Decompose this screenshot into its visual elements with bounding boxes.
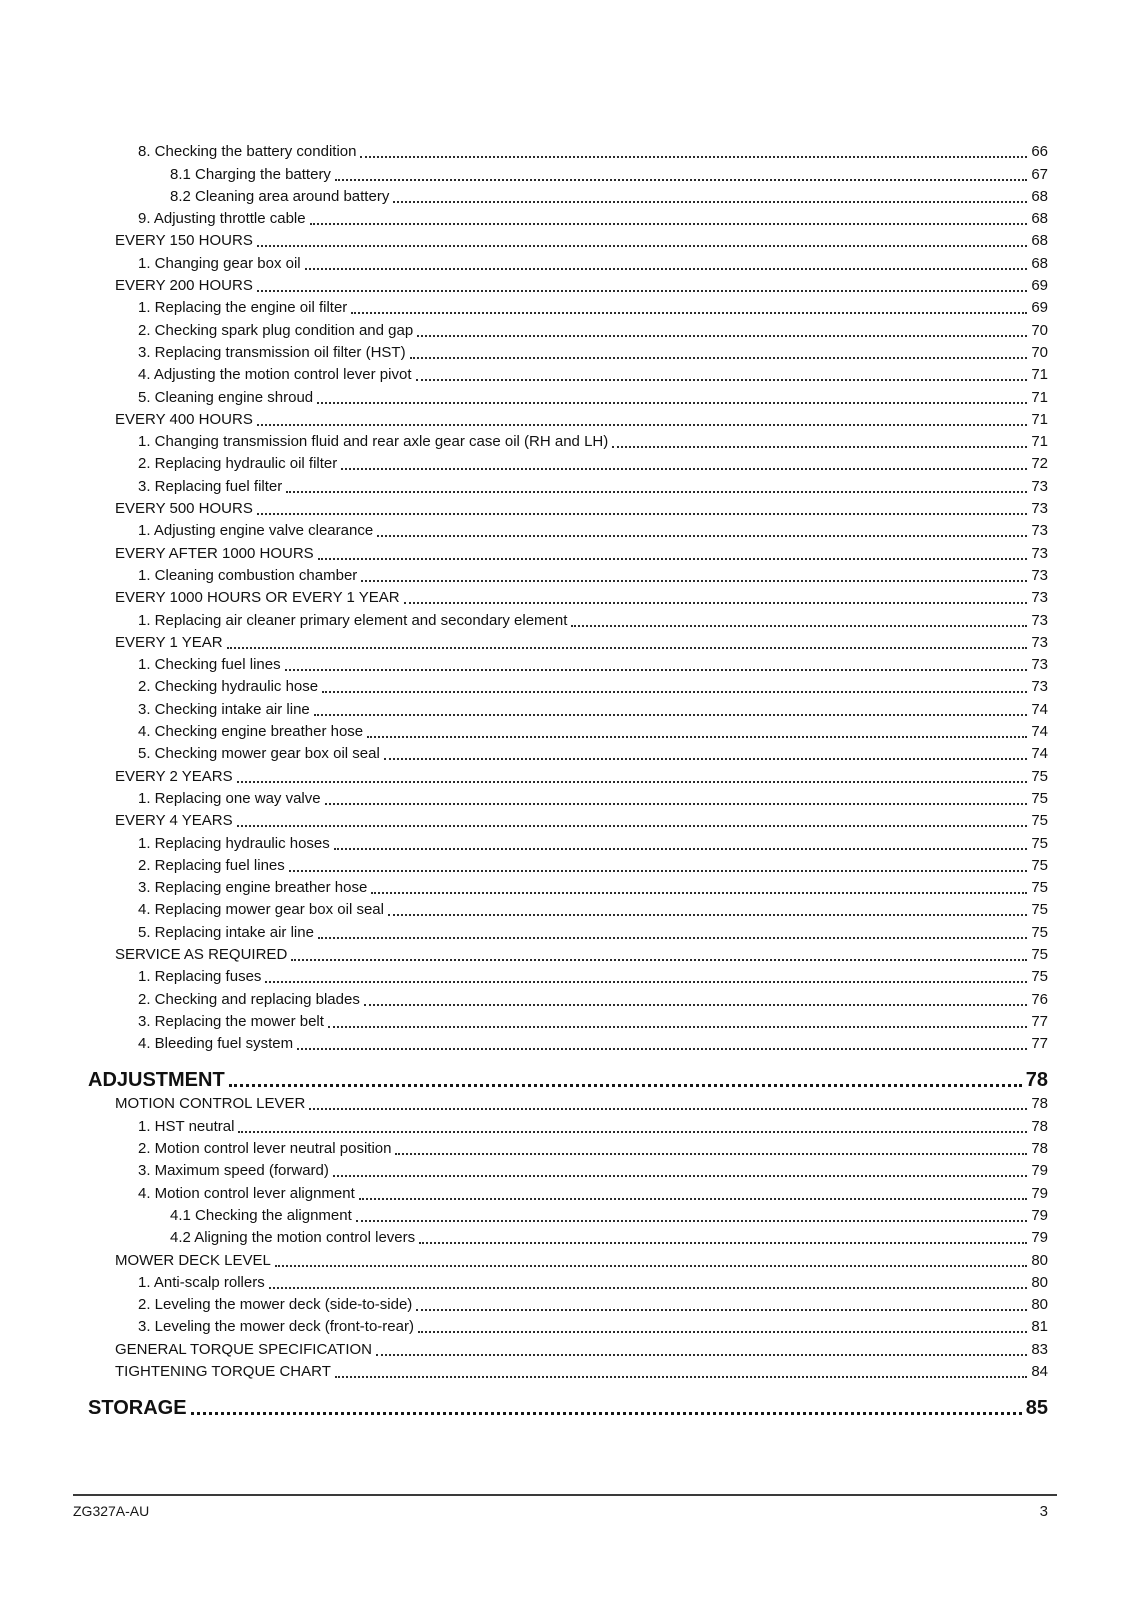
- dot-leader: [571, 625, 1027, 627]
- toc-entry-page: 75: [1031, 812, 1048, 830]
- toc-entry-label: 1. Changing transmission fluid and rear axle gear case oil (RH and LH): [138, 433, 609, 451]
- dot-leader: [229, 1084, 1022, 1087]
- toc-entry: [88, 608, 1048, 630]
- toc-entry-label: 5. Checking mower gear box oil seal: [138, 745, 380, 763]
- toc-entry-label: GENERAL TORQUE SPECIFICATION: [115, 1340, 372, 1358]
- toc-entry-label: EVERY 4 YEARS: [115, 812, 233, 830]
- dot-leader: [351, 312, 1027, 314]
- toc-entry: [88, 720, 1048, 742]
- dot-leader: [376, 1354, 1027, 1356]
- toc-entry: [88, 274, 1048, 296]
- dot-leader: [384, 758, 1028, 760]
- toc-entry-label: 4.2 Aligning the motion control levers: [170, 1229, 416, 1247]
- toc-entry: [88, 452, 1048, 474]
- toc-entry-label: 4. Motion control lever alignment: [138, 1184, 355, 1202]
- toc-entry-label: 4.1 Checking the alignment: [170, 1206, 352, 1224]
- toc-entry-page: 68: [1031, 254, 1048, 272]
- footer-divider: [73, 1494, 1057, 1496]
- toc-entry-label: 1. Changing gear box oil: [138, 254, 301, 272]
- toc-entry-page: 71: [1031, 433, 1048, 451]
- dot-leader: [285, 669, 1028, 671]
- toc-entry: [88, 631, 1048, 653]
- toc-entry-page: 71: [1031, 366, 1048, 384]
- toc-entry-label: EVERY 1 YEAR: [115, 633, 223, 651]
- dot-leader: [325, 803, 1028, 805]
- toc-entry: [88, 408, 1048, 430]
- toc-entry: [88, 1293, 1048, 1315]
- toc-entry-label: 5. Cleaning engine shroud: [138, 388, 314, 406]
- dot-leader: [275, 1265, 1027, 1267]
- toc-entry-label: 4. Replacing mower gear box oil seal: [138, 901, 384, 919]
- toc-entry: [88, 854, 1048, 876]
- toc-entry-label: 3. Leveling the mower deck (front-to-rear): [138, 1318, 414, 1336]
- toc-entry: [88, 898, 1048, 920]
- toc-entry-page: 68: [1031, 232, 1048, 250]
- dot-leader: [286, 491, 1027, 493]
- dot-leader: [314, 714, 1028, 716]
- toc-entry-page: 75: [1031, 923, 1048, 941]
- toc-entry-page: 68: [1031, 187, 1048, 205]
- toc-entry-label: 1. Replacing the engine oil filter: [138, 299, 348, 317]
- dot-leader: [227, 647, 1028, 649]
- toc-entry: [88, 185, 1048, 207]
- toc-entry-page: 78: [1031, 1140, 1048, 1158]
- toc-entry-label: 4. Adjusting the motion control lever pivot: [138, 366, 412, 384]
- toc-entry: [88, 162, 1048, 184]
- toc-entry-page: 67: [1031, 165, 1048, 183]
- toc-entry-label: 3. Replacing engine breather hose: [138, 879, 368, 897]
- dot-leader: [289, 870, 1028, 872]
- dot-leader: [257, 290, 1027, 292]
- toc-entry: [88, 809, 1048, 831]
- toc-entry-label: 2. Checking hydraulic hose: [138, 678, 319, 696]
- toc-entry-page: 71: [1031, 388, 1048, 406]
- dot-leader: [191, 1412, 1022, 1415]
- toc-entry-label: EVERY 500 HOURS: [115, 500, 253, 518]
- toc-entry-page: 74: [1031, 700, 1048, 718]
- toc-entry-page: 71: [1031, 410, 1048, 428]
- toc-entry-label: 2. Motion control lever neutral position: [138, 1140, 392, 1158]
- dot-leader: [318, 558, 1028, 560]
- dot-leader: [367, 736, 1027, 738]
- toc-entry-page: 80: [1031, 1296, 1048, 1314]
- dot-leader: [364, 1004, 1027, 1006]
- toc-entry-page: 73: [1031, 500, 1048, 518]
- toc-entry: [88, 341, 1048, 363]
- dot-leader: [238, 1131, 1027, 1133]
- toc-entry: [88, 675, 1048, 697]
- toc-entry-page: 77: [1031, 1012, 1048, 1030]
- toc-entry-label: MOTION CONTROL LEVER: [115, 1095, 306, 1113]
- toc-entry: [88, 497, 1048, 519]
- toc-entry-label: 1. Replacing air cleaner primary element and secondary element: [138, 611, 568, 629]
- toc-entry-page: 85: [1025, 1397, 1048, 1420]
- toc-entry-label: 3. Maximum speed (forward): [138, 1162, 329, 1180]
- dot-leader: [335, 1376, 1027, 1378]
- toc-entry: [88, 1092, 1048, 1114]
- dot-leader: [318, 937, 1027, 939]
- toc-entry-label: 2. Replacing fuel lines: [138, 856, 285, 874]
- dot-leader: [341, 468, 1027, 470]
- toc-entry: [88, 318, 1048, 340]
- toc-entry-page: 74: [1031, 745, 1048, 763]
- dot-leader: [416, 379, 1028, 381]
- toc-entry-label: 1. Anti-scalp rollers: [138, 1273, 265, 1291]
- toc-entry-label: 1. Replacing fuses: [138, 968, 262, 986]
- toc-entry-page: 72: [1031, 455, 1048, 473]
- toc-entry: [88, 1271, 1048, 1293]
- dot-leader: [309, 1108, 1027, 1110]
- dot-leader: [305, 268, 1028, 270]
- toc-entry-label: EVERY 150 HOURS: [115, 232, 253, 250]
- toc-entry-label: 9. Adjusting throttle cable: [138, 210, 306, 228]
- toc-entry: [88, 1137, 1048, 1159]
- toc-entry: [88, 764, 1048, 786]
- dot-leader: [334, 848, 1028, 850]
- toc-entry: [88, 1159, 1048, 1181]
- toc-entry-page: 75: [1031, 968, 1048, 986]
- toc-entry-page: 75: [1031, 879, 1048, 897]
- dot-leader: [417, 335, 1027, 337]
- toc-entry: [88, 541, 1048, 563]
- toc-entry-label: MOWER DECK LEVEL: [115, 1251, 271, 1269]
- dot-leader: [612, 446, 1027, 448]
- dot-leader: [359, 1198, 1028, 1200]
- toc-entry: [88, 653, 1048, 675]
- toc-entry-label: 2. Checking spark plug condition and gap: [138, 321, 414, 339]
- toc-entry: [88, 987, 1048, 1009]
- toc-entry: [88, 1315, 1048, 1337]
- dot-leader: [360, 156, 1027, 158]
- toc-entry: [88, 965, 1048, 987]
- toc-entry: [88, 519, 1048, 541]
- dot-leader: [335, 179, 1027, 181]
- dot-leader: [317, 402, 1027, 404]
- toc-entry-label: 8.2 Cleaning area around battery: [170, 187, 390, 205]
- toc-entry-page: 83: [1031, 1340, 1048, 1358]
- toc-entry: [88, 474, 1048, 496]
- toc-entry-page: 79: [1031, 1162, 1048, 1180]
- toc-entry-label: 4. Checking engine breather hose: [138, 723, 364, 741]
- toc-entry-page: 78: [1025, 1069, 1048, 1092]
- dot-leader: [377, 535, 1027, 537]
- toc-entry: [88, 251, 1048, 273]
- dot-leader: [297, 1048, 1027, 1050]
- dot-leader: [269, 1287, 1028, 1289]
- toc-entry-page: 75: [1031, 789, 1048, 807]
- toc-entry: [88, 1114, 1048, 1136]
- dot-leader: [418, 1331, 1027, 1333]
- toc-entry-page: 68: [1031, 210, 1048, 228]
- toc-entry-label: 3. Replacing the mower belt: [138, 1012, 324, 1030]
- toc-entry-label: 3. Replacing transmission oil filter (HST): [138, 343, 406, 361]
- toc-entry: [88, 1032, 1048, 1054]
- toc-entry-page: 70: [1031, 343, 1048, 361]
- toc-entry: [88, 1392, 1048, 1420]
- toc-entry: [88, 1226, 1048, 1248]
- dot-leader: [356, 1220, 1028, 1222]
- dot-leader: [291, 959, 1027, 961]
- dot-leader: [265, 981, 1027, 983]
- toc-entry-label: EVERY 1000 HOURS OR EVERY 1 YEAR: [115, 589, 400, 607]
- toc-entry: [88, 363, 1048, 385]
- dot-leader: [257, 424, 1027, 426]
- dot-leader: [395, 1153, 1027, 1155]
- dot-leader: [404, 602, 1028, 604]
- dot-leader: [237, 825, 1028, 827]
- toc-entry-label: SERVICE AS REQUIRED: [115, 945, 288, 963]
- toc-entry-label: 3. Replacing fuel filter: [138, 477, 283, 495]
- toc-entry-page: 84: [1031, 1363, 1048, 1381]
- toc-entry: [88, 697, 1048, 719]
- toc-entry-page: 70: [1031, 321, 1048, 339]
- toc-entry-page: 74: [1031, 723, 1048, 741]
- toc-entry: [88, 140, 1048, 162]
- toc-entry-label: 1. Adjusting engine valve clearance: [138, 522, 374, 540]
- dot-leader: [410, 357, 1028, 359]
- toc-entry-label: 8.1 Charging the battery: [170, 165, 331, 183]
- toc-entry-label: EVERY 2 YEARS: [115, 767, 233, 785]
- toc-entry: [88, 920, 1048, 942]
- toc-entry: [88, 876, 1048, 898]
- toc-entry-page: 73: [1031, 633, 1048, 651]
- toc-entry-page: 73: [1031, 678, 1048, 696]
- toc-entry-page: 75: [1031, 834, 1048, 852]
- dot-leader: [322, 691, 1027, 693]
- toc-entry-label: STORAGE: [88, 1397, 187, 1420]
- toc-entry-page: 73: [1031, 477, 1048, 495]
- toc-entry: [88, 1337, 1048, 1359]
- toc-entry-page: 73: [1031, 522, 1048, 540]
- toc-entry-label: 4. Bleeding fuel system: [138, 1035, 294, 1053]
- toc-entry: [88, 831, 1048, 853]
- toc-entry-page: 69: [1031, 299, 1048, 317]
- toc-entry-page: 78: [1031, 1117, 1048, 1135]
- dot-leader: [371, 892, 1027, 894]
- toc-entry-label: ADJUSTMENT: [88, 1069, 225, 1092]
- toc-entry: [88, 229, 1048, 251]
- dot-leader: [257, 513, 1027, 515]
- toc-entry: [88, 1181, 1048, 1203]
- toc-entry: [88, 1064, 1048, 1092]
- toc-entry-page: 73: [1031, 656, 1048, 674]
- toc-entry-page: 79: [1031, 1184, 1048, 1202]
- toc-entry-page: 69: [1031, 277, 1048, 295]
- toc-entry-label: 3. Checking intake air line: [138, 700, 310, 718]
- footer-model-code: ZG327A-AU: [73, 1503, 150, 1519]
- toc-entry: [88, 943, 1048, 965]
- toc-entry: [88, 1010, 1048, 1032]
- toc-entry: [88, 296, 1048, 318]
- toc-entry-page: 75: [1031, 767, 1048, 785]
- toc-entry-page: 80: [1031, 1273, 1048, 1291]
- dot-leader: [416, 1309, 1027, 1311]
- toc-entry-page: 76: [1031, 990, 1048, 1008]
- toc-entry-page: 73: [1031, 611, 1048, 629]
- toc-entry: [88, 207, 1048, 229]
- toc-entry-page: 73: [1031, 544, 1048, 562]
- toc-entry-label: EVERY 400 HOURS: [115, 410, 253, 428]
- toc-entry-label: 1. Cleaning combustion chamber: [138, 566, 358, 584]
- toc-entry: [88, 385, 1048, 407]
- dot-leader: [328, 1026, 1027, 1028]
- toc-entry-label: 1. Replacing one way valve: [138, 789, 321, 807]
- toc-entry-page: 78: [1031, 1095, 1048, 1113]
- toc-entry-label: 8. Checking the battery condition: [138, 143, 357, 161]
- dot-leader: [257, 245, 1027, 247]
- toc-entry-page: 81: [1031, 1318, 1048, 1336]
- toc-entry: [88, 1360, 1048, 1382]
- toc-entry-page: 80: [1031, 1251, 1048, 1269]
- toc-entry-page: 73: [1031, 589, 1048, 607]
- toc-entry-label: 2. Replacing hydraulic oil filter: [138, 455, 338, 473]
- toc-entry-label: 2. Checking and replacing blades: [138, 990, 360, 1008]
- dot-leader: [388, 914, 1027, 916]
- toc-entries: [88, 140, 1048, 1420]
- toc-entry: [88, 742, 1048, 764]
- toc-entry-label: 2. Leveling the mower deck (side-to-side): [138, 1296, 413, 1314]
- toc-entry-page: 75: [1031, 856, 1048, 874]
- toc-entry-label: TIGHTENING TORQUE CHART: [115, 1363, 331, 1381]
- toc-entry: [88, 787, 1048, 809]
- toc-entry: [88, 1248, 1048, 1270]
- toc-entry-page: 75: [1031, 945, 1048, 963]
- toc-entry-page: 66: [1031, 143, 1048, 161]
- dot-leader: [333, 1175, 1027, 1177]
- dot-leader: [419, 1242, 1027, 1244]
- toc-entry: [88, 1204, 1048, 1226]
- toc-entry-label: 1. HST neutral: [138, 1117, 235, 1135]
- toc-entry: [88, 586, 1048, 608]
- toc-entry-page: 73: [1031, 566, 1048, 584]
- toc-entry-page: 77: [1031, 1035, 1048, 1053]
- toc-entry-page: 79: [1031, 1229, 1048, 1247]
- toc-entry-label: 1. Replacing hydraulic hoses: [138, 834, 330, 852]
- footer-page-number: 3: [1039, 1503, 1048, 1520]
- toc-entry-page: 79: [1031, 1206, 1048, 1224]
- toc-entry-label: 5. Replacing intake air line: [138, 923, 314, 941]
- toc-entry-label: EVERY 200 HOURS: [115, 277, 253, 295]
- footer: [73, 1503, 1057, 1520]
- dot-leader: [393, 201, 1027, 203]
- dot-leader: [310, 223, 1028, 225]
- toc-entry-page: 75: [1031, 901, 1048, 919]
- toc-entry-label: EVERY AFTER 1000 HOURS: [115, 544, 314, 562]
- dot-leader: [237, 781, 1028, 783]
- toc-entry-label: 1. Checking fuel lines: [138, 656, 281, 674]
- toc-entry: [88, 564, 1048, 586]
- toc-entry: [88, 430, 1048, 452]
- dot-leader: [361, 580, 1027, 582]
